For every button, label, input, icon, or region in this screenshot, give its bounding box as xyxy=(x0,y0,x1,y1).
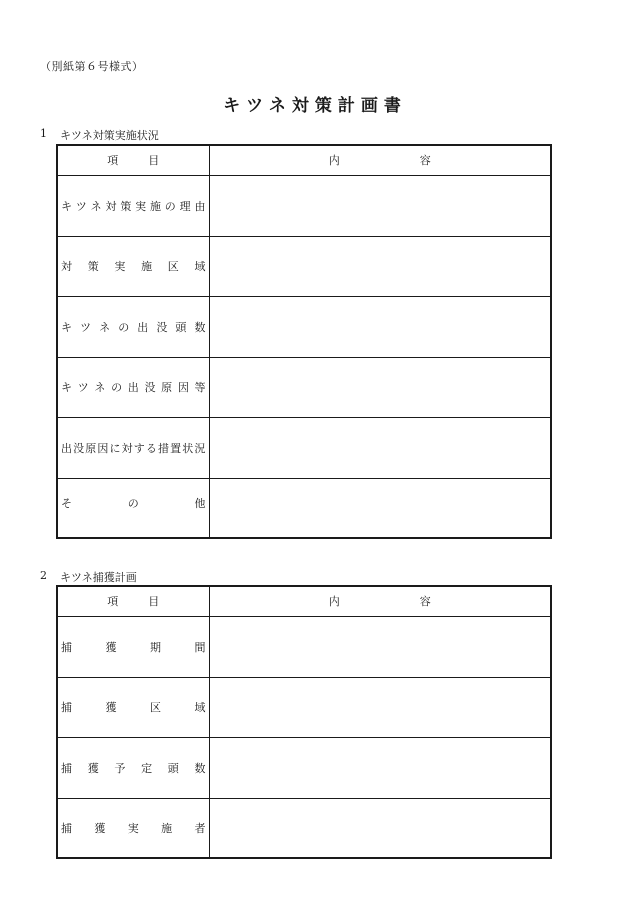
table-header-row xyxy=(57,145,551,175)
table-row xyxy=(57,236,551,296)
table-row xyxy=(57,616,551,677)
content-input-cell[interactable] xyxy=(209,616,551,677)
content-input-cell[interactable] xyxy=(209,417,551,478)
item-label-cell: 出 没 原 因 に 対 す る 措 置 状 況 xyxy=(57,417,209,478)
section-number: 1 xyxy=(40,127,47,140)
column-header-content: 内容 xyxy=(209,586,551,616)
content-input-cell[interactable] xyxy=(209,677,551,737)
item-label-cell: キ ツ ネ の 出 没 頭 数 xyxy=(57,296,209,357)
section-title: キツネ捕獲計画 xyxy=(60,571,137,584)
content-input-cell[interactable] xyxy=(209,236,551,296)
content-input-cell[interactable] xyxy=(209,737,551,798)
section-title: キツネ対策実施状況 xyxy=(60,129,159,142)
item-label-cell: 捕 獲 期 間 xyxy=(57,616,209,677)
table-header-row xyxy=(57,586,551,616)
content-input-cell[interactable] xyxy=(209,478,551,538)
section-2-heading xyxy=(40,569,137,585)
item-label-cell: そ の 他 xyxy=(57,478,209,538)
table-row xyxy=(57,296,551,357)
column-header-item: 項目 xyxy=(57,586,209,616)
section-number: 2 xyxy=(40,569,47,582)
content-input-cell[interactable] xyxy=(209,175,551,236)
item-label-cell: キ ツ ネ の 出 没 原 因 等 xyxy=(57,357,209,417)
countermeasure-status-table xyxy=(56,144,552,539)
column-header-item: 項目 xyxy=(57,145,209,175)
item-label-cell: キ ツ ネ 対 策 実 施 の 理 由 xyxy=(57,175,209,236)
table-row xyxy=(57,175,551,236)
item-label-cell: 捕 獲 区 域 xyxy=(57,677,209,737)
table-row xyxy=(57,677,551,737)
table-row xyxy=(57,737,551,798)
capture-plan-table xyxy=(56,585,552,859)
item-label-cell: 捕 獲 実 施 者 xyxy=(57,798,209,858)
column-header-content: 内容 xyxy=(209,145,551,175)
table-row xyxy=(57,357,551,417)
content-input-cell[interactable] xyxy=(209,357,551,417)
section-1-heading xyxy=(40,127,159,143)
item-label-cell: 対 策 実 施 区 域 xyxy=(57,236,209,296)
form-number: （別紙第６号様式） xyxy=(40,60,144,73)
document-title: キツネ対策計画書 xyxy=(223,96,407,116)
table-row xyxy=(57,798,551,858)
content-input-cell[interactable] xyxy=(209,798,551,858)
table-row xyxy=(57,417,551,478)
table-row xyxy=(57,478,551,538)
content-input-cell[interactable] xyxy=(209,296,551,357)
item-label-cell: 捕 獲 予 定 頭 数 xyxy=(57,737,209,798)
